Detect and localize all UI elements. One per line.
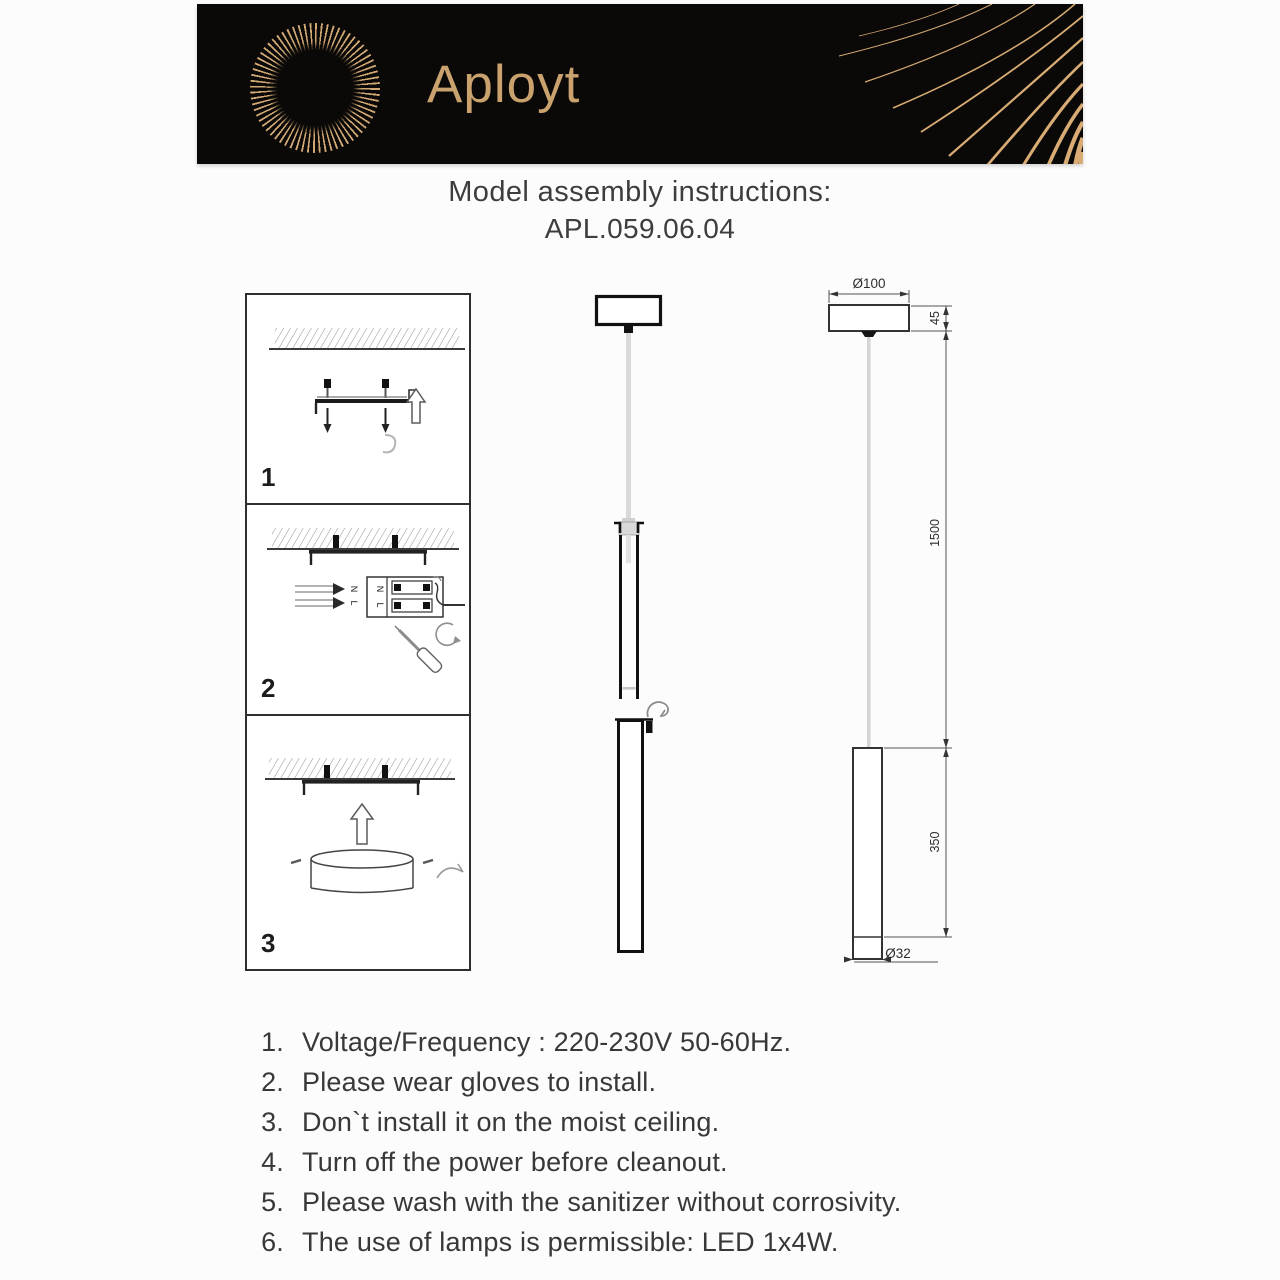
- note-number: 5.: [261, 1187, 284, 1217]
- note-text: Please wash with the sanitizer without corrosivity.: [302, 1187, 902, 1217]
- suspension-cable: [867, 337, 871, 748]
- note-text: Voltage/Frequency : 220-230V 50-60Hz.: [302, 1027, 792, 1057]
- list-item: [246, 1102, 1086, 1142]
- step-1-panel: [245, 293, 471, 505]
- shade-dimension-view: [853, 748, 882, 959]
- note-number: 4.: [261, 1147, 284, 1177]
- mounting-bracket-diagram: [315, 379, 425, 452]
- list-item: [246, 1142, 1086, 1182]
- model-number: APL.059.06.04: [544, 213, 736, 244]
- note-text: The use of lamps is permissible: LED 1x4W.: [302, 1227, 839, 1257]
- terminal-live-label: L: [375, 602, 385, 608]
- rotate-arrow-icon: [647, 702, 668, 717]
- inner-tube: [619, 535, 639, 699]
- canopy-height-label: 45: [928, 311, 942, 325]
- canopy-diameter-label: Ø100: [852, 276, 886, 291]
- drop-length-label: 1500: [928, 519, 942, 547]
- ceiling-hatch: [267, 528, 459, 549]
- terminal-block-diagram: [367, 577, 465, 617]
- canopy-drum-diagram: [291, 850, 463, 893]
- list-item: [246, 1062, 1086, 1102]
- note-text: Turn off the power before cleanout.: [302, 1147, 728, 1177]
- cord-grip-collar: [614, 518, 644, 535]
- note-text: Don`t install it on the moist ceiling.: [302, 1107, 720, 1137]
- note-number: 2.: [261, 1067, 284, 1097]
- note-number: 1.: [261, 1027, 284, 1057]
- list-item: [246, 1222, 1086, 1262]
- canopy-dimension-view: [829, 305, 909, 337]
- up-arrow-icon: [351, 804, 373, 844]
- assembly-steps: [245, 293, 471, 971]
- wires-diagram: [295, 583, 359, 609]
- page-title: Model assembly instructions:: [448, 176, 832, 208]
- note-number: 6.: [261, 1227, 284, 1257]
- step-1-number: 1: [261, 462, 276, 492]
- lamp-dimension-diagram: [810, 270, 980, 980]
- step-2-number: 2: [261, 673, 276, 703]
- brand-banner: [197, 4, 1083, 164]
- ceiling-hatch: [265, 758, 455, 779]
- list-item: [246, 1182, 1086, 1222]
- notes-list: [246, 1022, 1086, 1262]
- step-3-diagram: [247, 716, 469, 969]
- dimension-lines: [829, 290, 952, 962]
- shade-tube: [615, 720, 653, 952]
- step-2-panel: [245, 503, 471, 716]
- note-number: 3.: [261, 1107, 284, 1137]
- rays-decoration-icon: [197, 4, 1083, 164]
- shade-length-label: 350: [928, 831, 942, 853]
- step-1-diagram: [247, 295, 469, 503]
- wire-live-label: L: [349, 600, 359, 606]
- step-3-number: 3: [261, 928, 276, 958]
- wire-neutral-label: N: [349, 585, 359, 593]
- lamp-assembly-diagram: [560, 280, 700, 970]
- brand-name: Aployt: [427, 55, 581, 114]
- screwdriver-icon: [395, 623, 461, 674]
- terminal-neutral-label: N: [375, 585, 385, 593]
- dimension-arrows: [829, 292, 949, 963]
- list-item: [246, 1022, 1086, 1062]
- note-text: Please wear gloves to install.: [302, 1067, 657, 1097]
- ceiling-hatch: [269, 328, 465, 349]
- shade-diameter-label: Ø32: [885, 946, 911, 961]
- canopy-side-view: [597, 297, 661, 334]
- step-2-diagram: [247, 505, 469, 714]
- step-3-panel: [245, 714, 471, 971]
- suspension-cable: [626, 333, 631, 519]
